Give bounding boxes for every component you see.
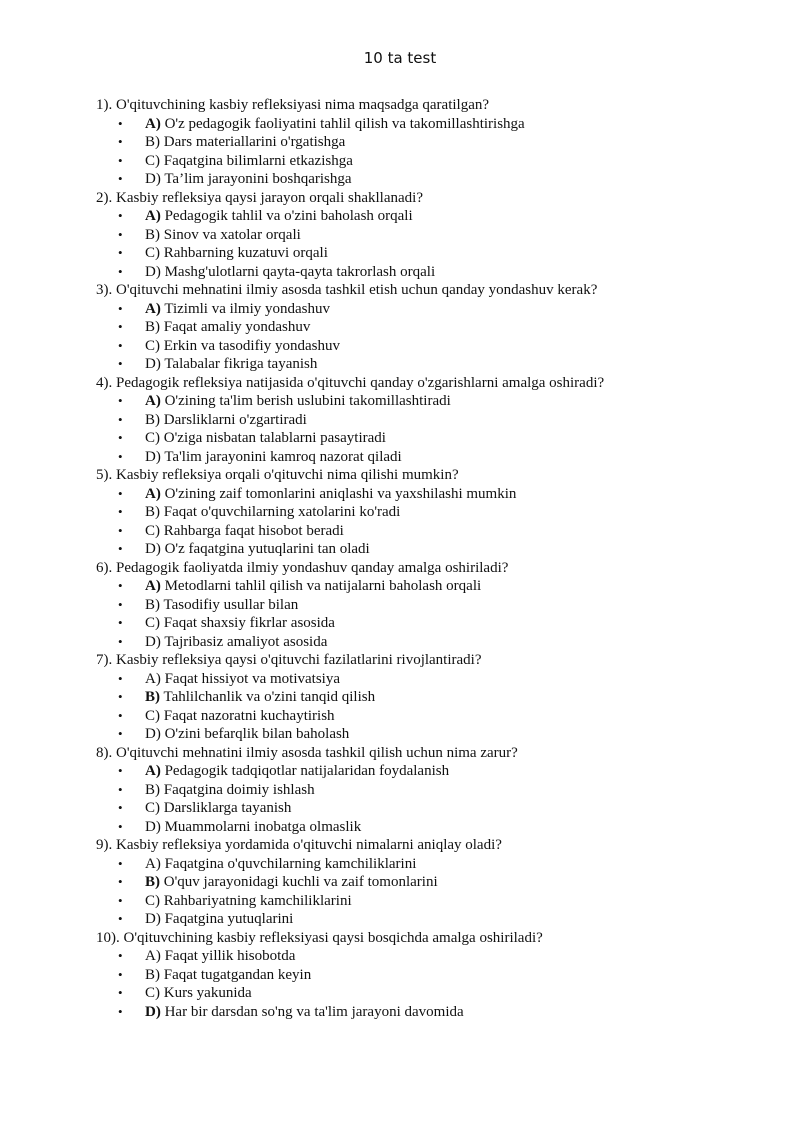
option-text: O'ziga nisbatan talablarni pasaytiradi: [163, 430, 386, 446]
answer-option: [96, 355, 776, 374]
option-text: Rahbariyatning kamchiliklarini: [163, 892, 352, 909]
option-letter: A): [145, 578, 161, 594]
bullet-icon: •: [118, 115, 123, 131]
answer-option: [96, 300, 776, 319]
answer-option: [96, 688, 776, 707]
option-text: Tahlilchanlik va o'zini tanqid qilish: [163, 689, 376, 705]
option-text: Muammolarni inobatga olmaslik: [164, 818, 362, 835]
option-letter: A): [145, 393, 161, 409]
option-text: Dars materiallarini o'rgatishga: [163, 134, 346, 150]
option-letter: C): [145, 892, 160, 909]
option-text: O'z faqatgina yutuqlarini tan oladi: [164, 541, 370, 557]
option-letter: C): [145, 522, 160, 539]
option-letter: B): [145, 411, 160, 428]
option-letter: D): [145, 633, 161, 650]
bullet-icon: •: [118, 596, 123, 612]
bullet-icon: •: [118, 800, 123, 815]
question-2: 2). Kasbiy refleksiya qaysi jarayon orqali shakllanadi?: [96, 189, 423, 206]
answer-option: [96, 947, 776, 966]
answer-option: [96, 411, 776, 430]
option-text: Faqat shaxsiy fikrlar asosida: [163, 615, 335, 631]
bullet-icon: •: [118, 578, 123, 593]
answer-option: [96, 207, 776, 226]
answer-option: [96, 337, 776, 356]
option-text: Darsliklarga tayanish: [163, 800, 292, 816]
option-text: Tizimli va ilmiy yondashuv: [164, 300, 331, 317]
option-letter: C): [145, 152, 160, 169]
option-text: Kurs yakunida: [163, 985, 252, 1001]
option-letter: A): [145, 948, 161, 964]
answer-option: [96, 799, 776, 818]
bullet-icon: •: [118, 245, 123, 260]
question-9: 9). Kasbiy refleksiya yordamida o'qituvchi nimalarni aniqlay oladi?: [96, 837, 502, 853]
answer-option: [96, 244, 776, 263]
bullet-icon: •: [118, 356, 123, 371]
option-text: Har bir darsdan so'ng va ta'lim jarayoni davomida: [164, 1003, 464, 1020]
bullet-icon: •: [118, 726, 123, 741]
option-text: Talabalar fikriga tayanish: [164, 356, 318, 372]
answer-option: [96, 115, 776, 134]
question-10: 10). O'qituvchining kasbiy refleksiyasi qaysi bosqichda amalga oshiriladi?: [96, 929, 543, 946]
bullet-icon: •: [118, 208, 123, 223]
option-text: Faqatgina bilimlarni etkazishga: [163, 152, 353, 169]
option-letter: A): [145, 763, 161, 779]
bullet-icon: •: [118, 319, 123, 334]
option-text: Mashg'ulotlarni qayta-qayta takrorlash orqali: [164, 263, 436, 280]
bullet-icon: •: [118, 337, 123, 353]
option-text: Pedagogik tadqiqotlar natijalaridan foydalanish: [164, 763, 450, 779]
bullet-icon: •: [118, 541, 123, 556]
option-text: Tasodifiy usullar bilan: [163, 596, 299, 613]
option-text: Faqatgina doimiy ishlash: [163, 781, 315, 798]
answer-option: [96, 485, 776, 504]
answer-option: [96, 892, 776, 911]
answer-option: [96, 1003, 776, 1022]
question-3: 3). O'qituvchi mehnatini ilmiy asosda tashkil etish uchun qanday yondashuv kerak?: [96, 282, 598, 298]
bullet-icon: •: [118, 855, 123, 871]
option-text: Rahbarga faqat hisobot beradi: [163, 522, 344, 539]
option-letter: A): [145, 208, 161, 224]
answer-option: [96, 855, 776, 874]
option-text: Metodlarni tahlil qilish va natijalarni baholash orqali: [164, 578, 482, 594]
question-6: 6). Pedagogik faoliyatda ilmiy yondashuv qanday amalga oshiriladi?: [96, 559, 509, 576]
option-letter: B): [145, 966, 160, 983]
answer-option: [96, 762, 776, 781]
option-letter: D): [145, 911, 161, 927]
option-text: Darsliklarni o'zgartiradi: [163, 411, 307, 428]
bullet-icon: •: [118, 874, 123, 889]
option-text: Ta'lim jarayonini kamroq nazorat qiladi: [164, 448, 402, 465]
option-letter: A): [145, 670, 161, 687]
answer-option: [96, 318, 776, 337]
option-text: Faqat tugatgandan keyin: [163, 966, 312, 983]
bullet-icon: •: [118, 763, 123, 778]
option-text: O'zining zaif tomonlarini aniqlashi va yaxshilashi mumkin: [164, 485, 517, 502]
option-letter: B): [145, 596, 160, 613]
question-5: 5). Kasbiy refleksiya orqali o'qituvchi nima qilishi mumkin?: [96, 467, 459, 483]
bullet-icon: •: [118, 948, 123, 963]
answer-option: [96, 910, 776, 929]
option-letter: A): [145, 855, 161, 872]
option-text: Faqat nazoratni kuchaytirish: [163, 707, 335, 724]
option-letter: D): [145, 1003, 161, 1020]
bullet-icon: •: [118, 1003, 123, 1019]
option-letter: C): [145, 245, 160, 261]
option-letter: B): [145, 226, 160, 243]
option-text: O'quv jarayonidagi kuchli va zaif tomonlarini: [163, 874, 438, 890]
option-letter: D): [145, 726, 161, 742]
bullet-icon: •: [118, 134, 123, 149]
option-text: Pedagogik tahlil va o'zini baholash orqali: [164, 208, 413, 224]
bullet-icon: •: [118, 448, 123, 464]
option-letter: A): [145, 485, 161, 502]
question-1: 1). O'qituvchining kasbiy refleksiyasi nima maqsadga qaratilgan?: [96, 97, 490, 113]
question-8: 8). O'qituvchi mehnatini ilmiy asosda tashkil qilish uchun nima zarur?: [96, 744, 518, 761]
option-letter: D): [145, 263, 161, 280]
answer-option: [96, 966, 776, 985]
option-letter: B): [145, 689, 160, 705]
option-text: Rahbarning kuzatuvi orqali: [163, 245, 328, 261]
answer-option: [96, 818, 776, 837]
bullet-icon: •: [118, 818, 123, 834]
bullet-icon: •: [118, 670, 123, 686]
option-text: Ta’lim jarayonini boshqarishga: [164, 171, 352, 187]
answer-option: [96, 984, 776, 1003]
option-text: Faqat amaliy yondashuv: [163, 319, 311, 335]
bullet-icon: •: [118, 615, 123, 630]
option-letter: A): [145, 115, 161, 132]
bullet-icon: •: [118, 966, 123, 982]
option-text: Faqatgina yutuqlarini: [164, 911, 294, 927]
bullet-icon: •: [118, 985, 123, 1000]
bullet-icon: •: [118, 911, 123, 926]
option-letter: B): [145, 504, 160, 520]
bullet-icon: •: [118, 892, 123, 908]
bullet-icon: •: [118, 263, 123, 279]
answer-option: [96, 226, 776, 245]
option-text: O'zini befarqlik bilan baholash: [164, 726, 350, 742]
bullet-icon: •: [118, 633, 123, 649]
bullet-icon: •: [118, 504, 123, 519]
bullet-icon: •: [118, 689, 123, 704]
answer-option: [96, 448, 776, 467]
answer-option: [96, 725, 776, 744]
answer-option: [96, 522, 776, 541]
option-text: Sinov va xatolar orqali: [163, 226, 301, 243]
page-title: 10 ta test: [363, 49, 437, 67]
option-text: Faqat yillik hisobotda: [164, 948, 296, 964]
option-letter: C): [145, 707, 160, 724]
bullet-icon: •: [118, 522, 123, 538]
question-list: [96, 96, 776, 1021]
answer-option: [96, 633, 776, 652]
bullet-icon: •: [118, 393, 123, 408]
option-letter: C): [145, 615, 160, 631]
answer-option: [96, 429, 776, 448]
answer-option: [96, 873, 776, 892]
option-letter: B): [145, 134, 160, 150]
answer-option: [96, 614, 776, 633]
option-letter: D): [145, 356, 161, 372]
option-letter: C): [145, 337, 160, 354]
bullet-icon: •: [118, 781, 123, 797]
answer-option: [96, 503, 776, 522]
answer-option: [96, 152, 776, 171]
option-text: O'zining ta'lim berish uslubini takomillashtiradi: [164, 393, 451, 409]
answer-option: [96, 263, 776, 282]
option-letter: B): [145, 874, 160, 890]
option-letter: C): [145, 985, 160, 1001]
option-letter: D): [145, 541, 161, 557]
answer-option: [96, 781, 776, 800]
answer-option: [96, 170, 776, 189]
option-letter: B): [145, 319, 160, 335]
answer-option: [96, 133, 776, 152]
answer-option: [96, 392, 776, 411]
answer-option: [96, 707, 776, 726]
option-letter: C): [145, 430, 160, 446]
answer-option: [96, 596, 776, 615]
bullet-icon: •: [118, 485, 123, 501]
answer-option: [96, 540, 776, 559]
answer-option: [96, 670, 776, 689]
bullet-icon: •: [118, 430, 123, 445]
option-text: Faqat hissiyot va motivatsiya: [164, 670, 340, 687]
option-text: Faqat o'quvchilarning xatolarini ko'radi: [163, 504, 401, 520]
option-letter: D): [145, 171, 161, 187]
bullet-icon: •: [118, 707, 123, 723]
bullet-icon: •: [118, 226, 123, 242]
option-letter: B): [145, 781, 160, 798]
option-letter: A): [145, 300, 161, 317]
option-letter: C): [145, 800, 160, 816]
question-7: 7). Kasbiy refleksiya qaysi o'qituvchi fazilatlarini rivojlantiradi?: [96, 652, 482, 668]
option-text: Erkin va tasodifiy yondashuv: [163, 337, 340, 354]
question-4: 4). Pedagogik refleksiya natijasida o'qituvchi qanday o'zgarishlarni amalga oshiradi?: [96, 374, 605, 391]
bullet-icon: •: [118, 171, 123, 186]
option-letter: D): [145, 818, 161, 835]
bullet-icon: •: [118, 411, 123, 427]
option-text: Tajribasiz amaliyot asosida: [164, 633, 328, 650]
answer-option: [96, 577, 776, 596]
option-text: O'z pedagogik faoliyatini tahlil qilish va takomillashtirishga: [164, 115, 525, 132]
bullet-icon: •: [118, 152, 123, 168]
bullet-icon: •: [118, 300, 123, 316]
option-letter: D): [145, 448, 161, 465]
option-text: Faqatgina o'quvchilarning kamchiliklarini: [164, 855, 417, 872]
